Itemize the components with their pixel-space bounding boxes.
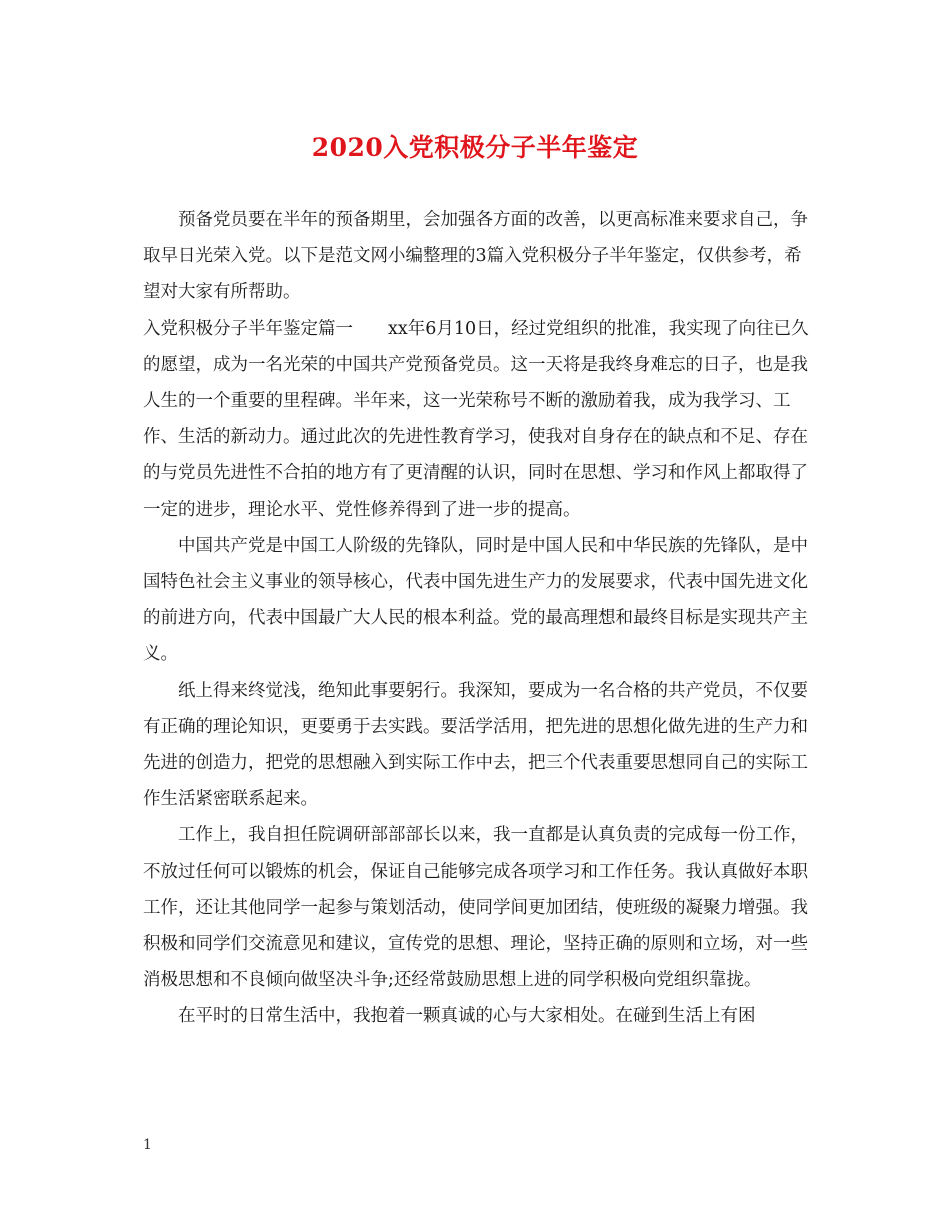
paragraph: 工作上，我自担任院调研部部部长以来，我一直都是认真负责的完成每一份工作，不放过任何可以锻炼的机会，保证自己能够完成各项学习和工作任务。我认真做好本职工作，还让其他同学一起参与策划活动，使同学间更加团结，使班级的凝聚力增强。我积极和同学们交流意见和建议，宣传党的思想、理论，坚持正确的原则和立场，对一些消极思想和不良倾向做坚决斗争;还经常鼓励思想上进的同学积极向党组织靠拢。 — [143, 825, 808, 991]
document-body — [143, 202, 811, 1035]
paragraph: 中国共产党是中国工人阶级的先锋队，同时是中国人民和中华民族的先锋队，是中国特色社会主义事业的领导核心，代表中国先进生产力的发展要求，代表中国先进文化的前进方向，代表中国最广大人民的根本利益。党的最高理想和最终目标是实现共产主义。 — [143, 535, 808, 665]
paragraph: 纸上得来终觉浅，绝知此事要躬行。我深知，要成为一名合格的共产党员，不仅要有正确的理论知识，更要勇于去实践。要活学活用，把先进的思想化做先进的生产力和先进的创造力，把党的思想融入到实际工作中去，把三个代表重要思想同自己的实际工作生活紧密联系起来。 — [143, 680, 808, 810]
paragraph: 入党积极分子半年鉴定篇一 xx年6月10日，经过党组织的批准，我实现了向往已久的愿望，成为一名光荣的中国共产党预备党员。这一天将是我终身难忘的日子，也是我人生的一个重要的里程碑。半年来，这一光荣称号不断的激励着我，成为我学习、工作、生活的新动力。通过此次的先进性教育学习，使我对自身存在的缺点和不足、存在的与党员先进性不合拍的地方有了更清醒的认识，同时在思想、学习和作风上都取得了一定的进步，理论水平、党性修养得到了进一步的提高。 — [143, 318, 809, 520]
paragraph: 在平时的日常生活中，我抱着一颗真诚的心与大家相处。在碰到生活上有困 — [178, 1006, 756, 1027]
page-number: 1 — [143, 1137, 152, 1153]
paragraph: 预备党员要在半年的预备期里，会加强各方面的改善，以更高标准来要求自己，争取早日光荣入党。以下是范文网小编整理的3篇入党积极分子半年鉴定，仅供参考，希望对大家有所帮助。 — [143, 210, 808, 303]
document-title: 2020入党积极分子半年鉴定 — [311, 133, 639, 162]
